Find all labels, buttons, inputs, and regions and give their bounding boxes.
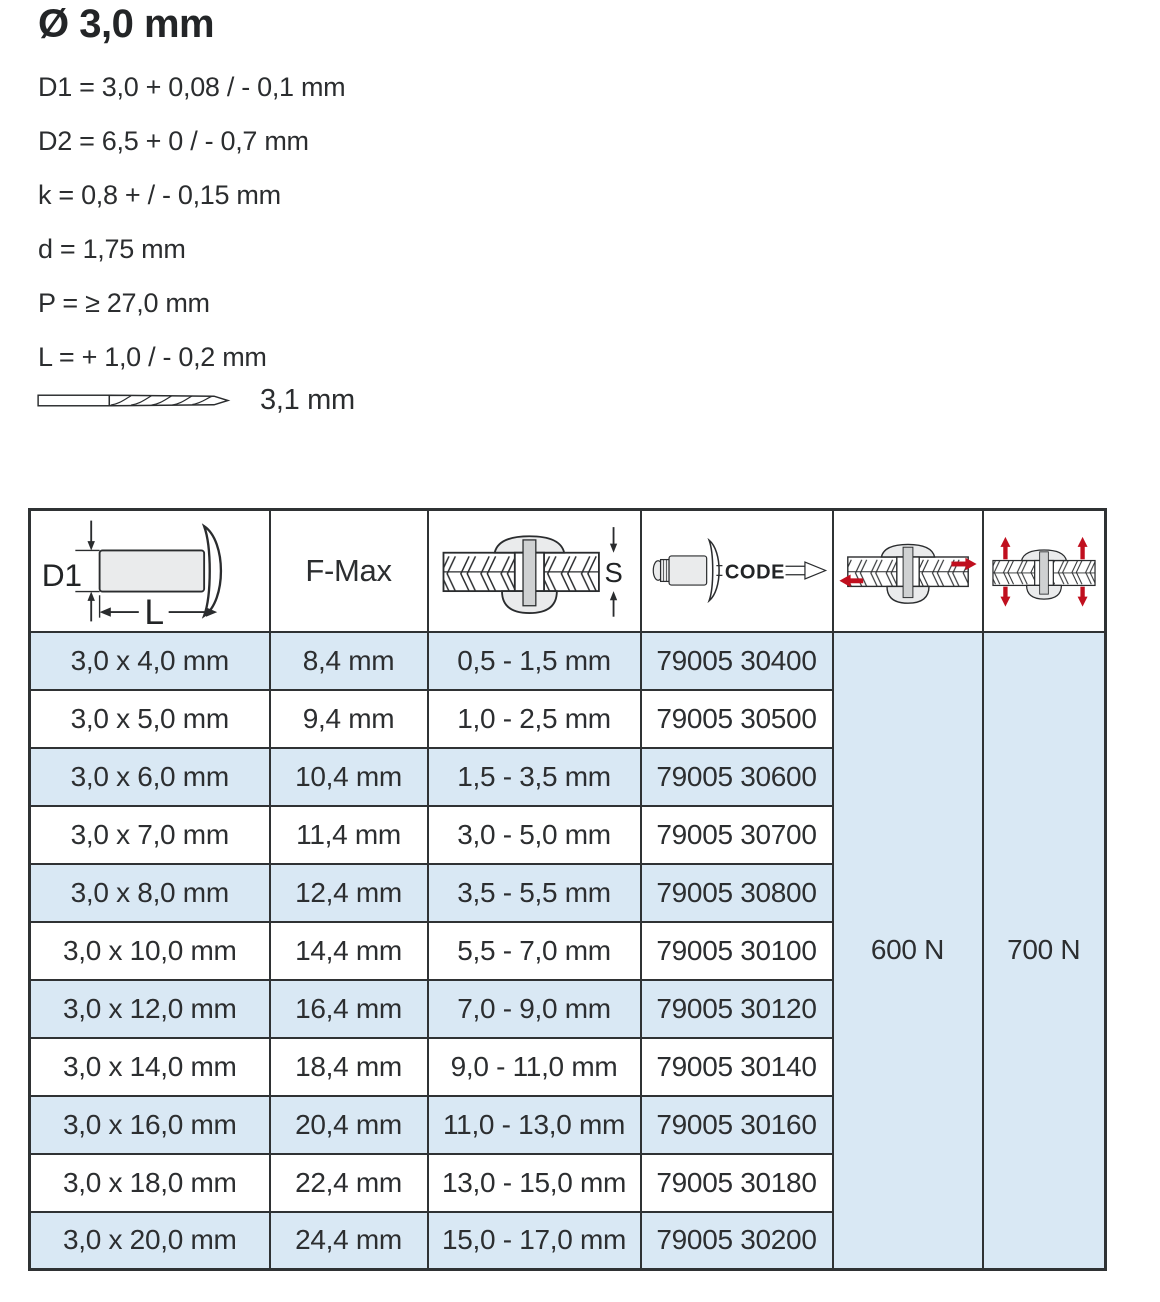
article-code-cell: 79005 30120 (641, 980, 833, 1038)
article-code-cell: 79005 30600 (641, 748, 833, 806)
f-max-cell: 16,4 mm (270, 980, 428, 1038)
size-cell: 3,0 x 5,0 mm (30, 690, 270, 748)
shear-strength-value: 600 N (833, 632, 983, 1270)
l-label: L (144, 591, 164, 627)
grip-range-cell: 1,0 - 2,5 mm (428, 690, 641, 748)
grip-range-cell: 1,5 - 3,5 mm (428, 748, 641, 806)
size-cell: 3,0 x 6,0 mm (30, 748, 270, 806)
page-title: Ø 3,0 mm (38, 2, 215, 46)
shear-header-cell (833, 510, 983, 632)
size-cell: 3,0 x 14,0 mm (30, 1038, 270, 1096)
table-header-row (30, 510, 1106, 632)
article-code-cell: 79005 30180 (641, 1154, 833, 1212)
drill-bit-icon (36, 386, 234, 415)
dimension-header-cell (30, 510, 270, 632)
grip-range-cell: 5,5 - 7,0 mm (428, 922, 641, 980)
size-cell: 3,0 x 20,0 mm (30, 1212, 270, 1270)
article-code-cell: 79005 30800 (641, 864, 833, 922)
spec-l: L = + 1,0 / - 0,2 mm (38, 341, 267, 372)
article-code-cell: 79005 30160 (641, 1096, 833, 1154)
grip-header-cell (428, 510, 641, 632)
f-max-cell: 11,4 mm (270, 806, 428, 864)
size-cell: 3,0 x 7,0 mm (30, 806, 270, 864)
grip-range-icon (438, 516, 630, 626)
f-max-cell: 12,4 mm (270, 864, 428, 922)
table-body (30, 632, 1106, 1270)
tolerance-spec-list (38, 60, 345, 384)
size-cell: 3,0 x 16,0 mm (30, 1096, 270, 1154)
spec-d2: D2 = 6,5 + 0 / - 0,7 mm (38, 125, 309, 156)
f-max-header-cell: F-Max (270, 510, 428, 632)
rivet-dimension-icon (38, 515, 262, 627)
drill-size-row (36, 384, 355, 417)
grip-s-label: S (604, 556, 623, 588)
f-max-cell: 24,4 mm (270, 1212, 428, 1270)
code-header-cell (641, 510, 833, 632)
article-code-cell: 79005 30100 (641, 922, 833, 980)
size-cell: 3,0 x 12,0 mm (30, 980, 270, 1038)
grip-range-cell: 9,0 - 11,0 mm (428, 1038, 641, 1096)
f-max-cell: 10,4 mm (270, 748, 428, 806)
size-cell: 3,0 x 10,0 mm (30, 922, 270, 980)
tensile-strength-value: 700 N (983, 632, 1106, 1270)
f-max-cell: 14,4 mm (270, 922, 428, 980)
tensile-strength-icon (988, 533, 1100, 608)
f-max-cell: 18,4 mm (270, 1038, 428, 1096)
grip-range-cell: 3,0 - 5,0 mm (428, 806, 641, 864)
spec-d1: D1 = 3,0 + 0,08 / - 0,1 mm (38, 71, 346, 102)
article-code-cell: 79005 30700 (641, 806, 833, 864)
article-code-cell: 79005 30140 (641, 1038, 833, 1096)
rivet-spec-table (28, 508, 1107, 1271)
rivet-mandrel-icon (646, 534, 828, 607)
grip-range-cell: 13,0 - 15,0 mm (428, 1154, 641, 1212)
code-label: CODE (724, 561, 785, 584)
grip-range-cell: 11,0 - 13,0 mm (428, 1096, 641, 1154)
drill-size-label: 3,1 mm (260, 384, 355, 416)
f-max-cell: 20,4 mm (270, 1096, 428, 1154)
shear-strength-icon (838, 529, 978, 613)
spec-k: k = 0,8 + / - 0,15 mm (38, 179, 281, 210)
table-row (30, 632, 1106, 690)
grip-range-cell: 15,0 - 17,0 mm (428, 1212, 641, 1270)
spec-d: d = 1,75 mm (38, 233, 186, 264)
article-code-cell: 79005 30500 (641, 690, 833, 748)
table-header (30, 510, 1106, 632)
f-max-cell: 9,4 mm (270, 690, 428, 748)
f-max-cell: 22,4 mm (270, 1154, 428, 1212)
size-cell: 3,0 x 4,0 mm (30, 632, 270, 690)
article-code-cell: 79005 30400 (641, 632, 833, 690)
size-cell: 3,0 x 18,0 mm (30, 1154, 270, 1212)
grip-range-cell: 3,5 - 5,5 mm (428, 864, 641, 922)
f-max-cell: 8,4 mm (270, 632, 428, 690)
size-cell: 3,0 x 8,0 mm (30, 864, 270, 922)
tensile-header-cell (983, 510, 1106, 632)
spec-p: P = ≥ 27,0 mm (38, 287, 210, 318)
article-code-cell: 79005 30200 (641, 1212, 833, 1270)
d1-label: D1 (41, 556, 82, 593)
grip-range-cell: 7,0 - 9,0 mm (428, 980, 641, 1038)
grip-range-cell: 0,5 - 1,5 mm (428, 632, 641, 690)
